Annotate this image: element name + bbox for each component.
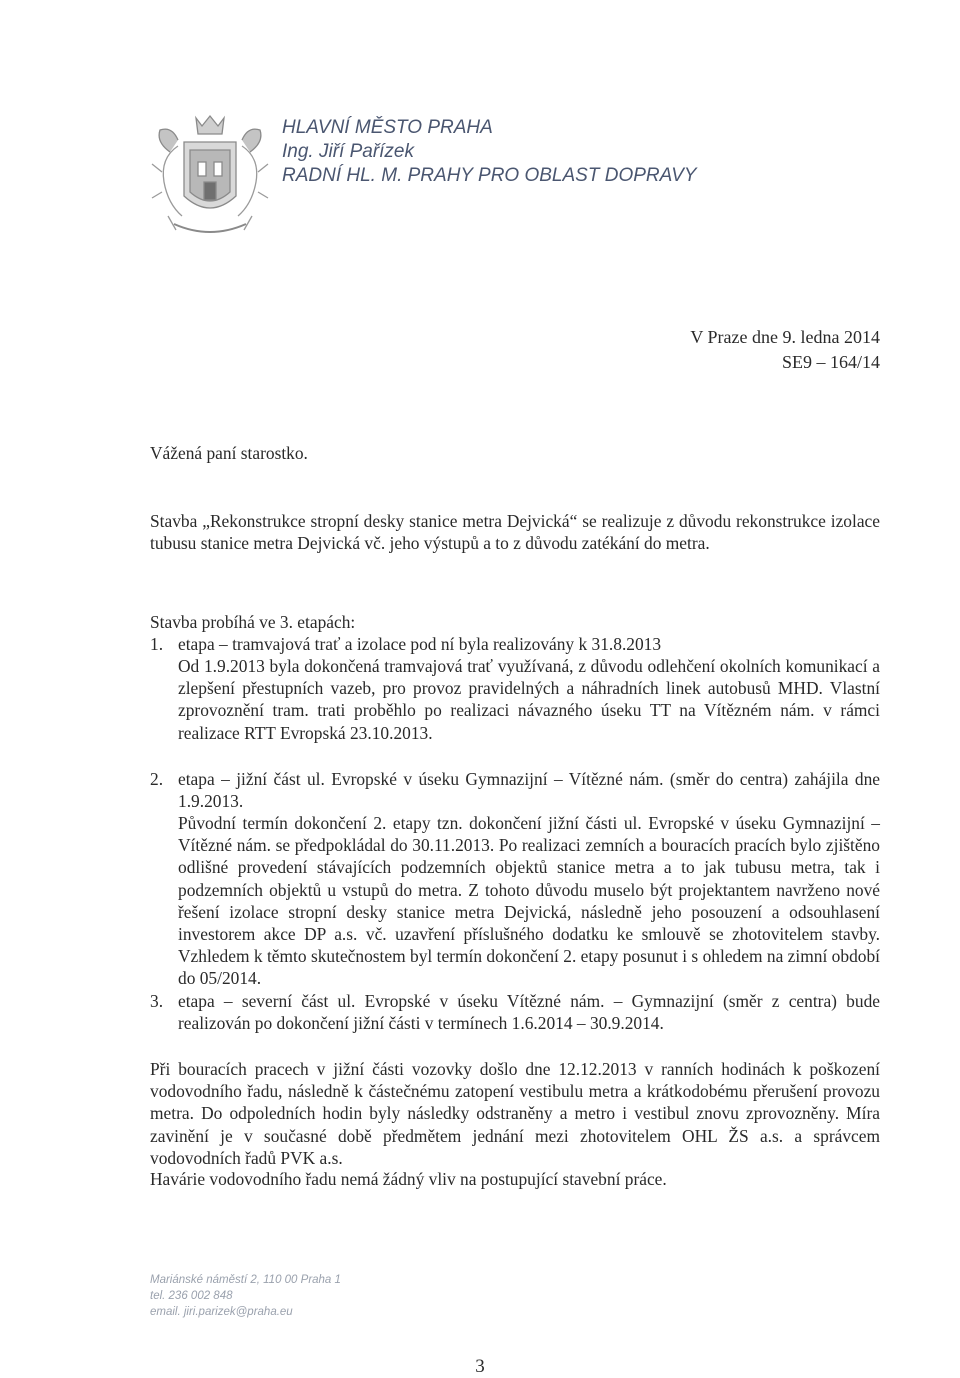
- conclusion-paragraph: Havárie vodovodního řadu nemá žádný vliv na postupující stavební práce.: [150, 1169, 667, 1189]
- footer-email[interactable]: email. jiri.parizek@praha.eu: [150, 1306, 293, 1318]
- stage-2-heading: etapa – jižní část ul. Evropské v úseku Gymnazijní – Vítězné nám. (směr do centra) zahájila dne 1.9.2013.: [178, 769, 880, 812]
- prague-coat-of-arms-icon: [148, 112, 272, 244]
- salutation: Vážená paní starostko.: [150, 443, 308, 463]
- stage-2-body: Původní termín dokončení 2. etapy tzn. dokončení jižní části ul. Evropské v úseku Gymnazijní – Vítězné nám. se předpokládal do 30.11.2013. Po realizaci zemních a bouracích pracích bylo zjištěno odlišné provedení stávajících podzemních objektů stanice metra a to jak tubusu metra, tak i podzemních objektů u vstupů do metra. Z tohoto důvodu muselo být projektantem navrženo nové řešení izolace stropní desky stanice metra Dejvická, následně jeho posouzení a odsouhlasení investorem akce DP a.s. vč. uzavření příslušného dodatku ke smlouvě se zhotovitelem stavby. Vzhledem k těmto skutečnostem byl termín dokončení 2. etapy posunut i s ohledem na zimní období do 05/2014.: [178, 813, 880, 989]
- reference-number: SE9 – 164/14: [781, 352, 880, 372]
- letterhead-city: HLAVNÍ MĚSTO PRAHA: [282, 117, 493, 138]
- stages-heading: Stavba probíhá ve 3. etapách:: [150, 612, 356, 632]
- stage-1-line: etapa – tramvajová trať a izolace pod ní byla realizovány k 31.8.2013: [178, 634, 662, 654]
- page-number: 3: [475, 1356, 485, 1377]
- footer-address: Mariánské náměstí 2, 110 00 Praha 1: [150, 1274, 341, 1286]
- letterhead-name: Ing. Jiří Pařízek: [282, 141, 414, 162]
- stage-3-number: 3.: [150, 991, 164, 1011]
- stage-1-continuation: Od 1.9.2013 byla dokončená tramvajová trať využívaná, z důvodu odlehčení okolních komunikací a zlepšení přestupních vazeb, pro provoz pravidelných a náhradních linek autobusů MHD. Vlastní zprovoznění tram. trati proběhlo po realizaci návazného úseku TT na Vítězném nám. v rámci realizace RTT Evropská 23.10.2013.: [178, 656, 880, 743]
- letter-date: V Praze dne 9. ledna 2014: [690, 327, 880, 347]
- stage-1-number: 1.: [150, 634, 164, 654]
- letterhead-role: RADNÍ HL. M. PRAHY PRO OBLAST DOPRAVY: [282, 165, 697, 186]
- stage-2-number: 2.: [150, 769, 164, 789]
- stage-3-text: etapa – severní část ul. Evropské v úseku Vítězné nám. – Gymnazijní (směr z centra) bude realizován po dokončení jižní části v termínech 1.6.2014 – 30.9.2014.: [178, 991, 880, 1034]
- date-reference-block: [690, 325, 880, 375]
- footer-phone: tel. 236 002 848: [150, 1290, 233, 1302]
- footer-contact: [150, 1272, 341, 1320]
- intro-paragraph: Stavba „Rekonstrukce stropní desky stanice metra Dejvická“ se realizuje z důvodu rekonstrukce izolace tubusu stanice metra Dejvická vč. jeho výstupů a to z důvodu zatékání do metra.: [150, 511, 880, 554]
- incident-paragraph: Při bouracích pracech v jižní části vozovky došlo dne 12.12.2013 v ranních hodinách k poškození vodovodního řadu, následně k částečnému zatopení vestibulu metra a krátkodobému přerušení provozu metra. Do odpoledních hodin byly následky odstraněny a metro i vestibul znovu zprovozněny. Míra zavinění je v současné době předmětem jednání mezi zhotovitelem OHL ŽS a.s. a správcem vodovodních řadů PVK a.s.: [150, 1059, 880, 1168]
- letterhead: [282, 116, 697, 188]
